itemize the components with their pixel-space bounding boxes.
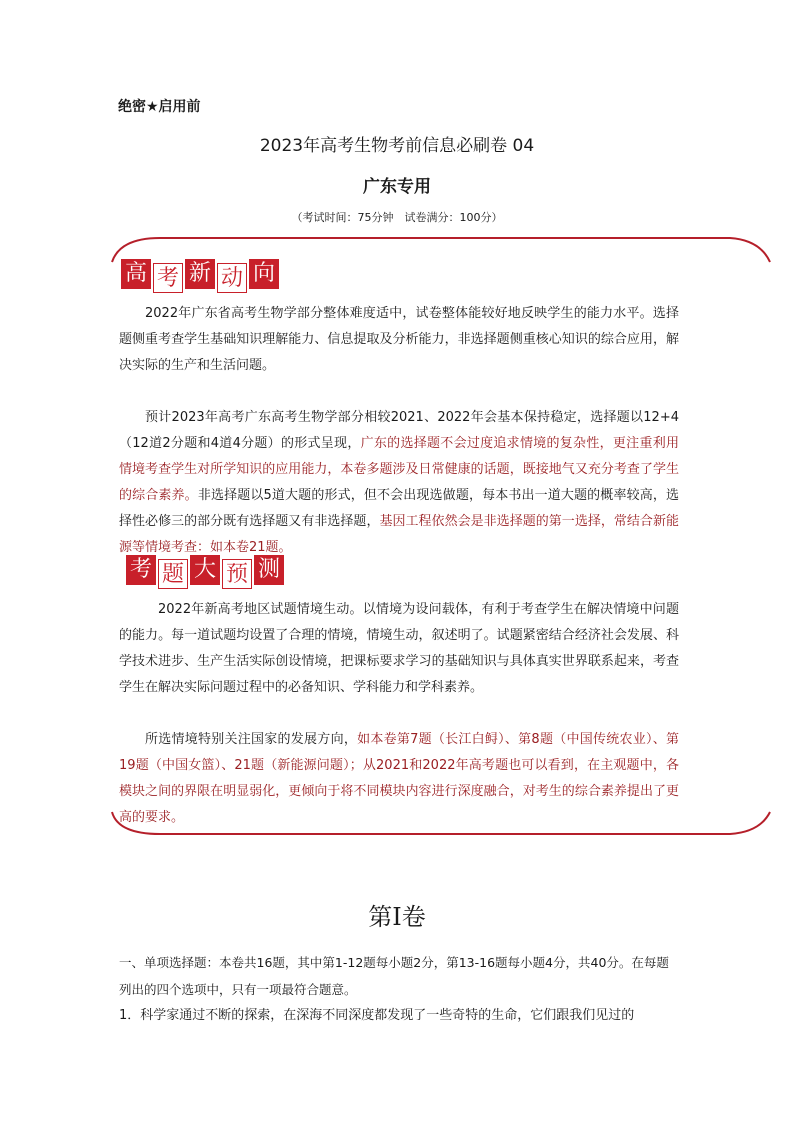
banner-exam-forecast: [126, 555, 284, 585]
forecast-paragraph-1: 2022年新高考地区试题情境生动。以情境为设问载体，有利于考查学生在解决情境中问题的能力。每一道试题均设置了合理的情境，情境生动，叙述明了。试题紧密结合经济社会发展、科学技术进步、生产生活实际创设情境，把课标要求学习的基础知识与具体真实世界联系起来，考查学生在解决实际问题过程中的必备知识、学科能力和学科素养。: [119, 602, 679, 695]
secret-label: 绝密★启用前: [118, 99, 201, 115]
banner-char: 题: [158, 559, 188, 589]
text-run: 所选情境特别关注国家的发展方向，: [145, 732, 358, 747]
page-subtitle: 广东专用: [363, 177, 431, 197]
banner-char: 考: [126, 555, 156, 585]
banner-char: 测: [254, 555, 284, 585]
section-instructions: 一、单项选择题：本卷共16题，其中第1-12题每小题2分，第13-16题每小题4分，共40分。在每题列出的四个选项中，只有一项最符合题意。: [119, 955, 669, 997]
page-title: 2023年高考生物考前信息必刷卷 04: [259, 136, 535, 156]
exam-info: （考试时间：75分钟 试卷满分：100分）: [291, 211, 503, 224]
highlight-text: 广东的选择题不会过度追求情境的复杂性，更注重利用情境考查学生对所学知识的应用能力，本卷多题涉及日常健康的话题，既接地气又充分考查了学生的综合素养。: [119, 436, 679, 503]
banner-char: 大: [190, 555, 220, 585]
highlight-text: 基因工程依然会是非选择题的第一选择，常结合新能源等情境考查：如本卷21题。: [119, 514, 679, 555]
question-1-text: 1．科学家通过不断的探索，在深海不同深度都发现了一些奇特的生命，它们跟我们见过的: [119, 1008, 635, 1023]
banner-char: 高: [121, 259, 151, 289]
banner-char: 预: [222, 559, 252, 589]
forecast-paragraph-2: [119, 727, 679, 831]
banner-char: 新: [185, 259, 215, 289]
trends-paragraph-1: 2022年广东省高考生物学部分整体难度适中，试卷整体能较好地反映学生的能力水平。选择题侧重考查学生基础知识理解能力、信息提取及分析能力，非选择题侧重核心知识的综合应用，解决实际的生产和生活问题。: [119, 306, 679, 373]
text-run: 预计2023年高考广东高考生物学部分相较2021、2022年会基本保持稳定，选择题以12+4（12道2分题和4道4分题）的形式呈现，: [119, 410, 679, 451]
trends-paragraph-2: [119, 405, 679, 561]
banner-gaokao-trends: [121, 259, 279, 289]
part-heading: 第Ⅰ卷: [368, 903, 426, 931]
banner-char: 向: [249, 259, 279, 289]
highlight-text: 如本卷第7题（长江白鲟）、第8题（中国传统农业）、第19题（中国女篮）、21题（新能源问题）；从2021和2022年高考题也可以看到，在主观题中，各模块之间的界限在明显弱化，更倾向于将不同模块内容进行深度融合，对考生的综合素养提出了更高的要求。: [119, 732, 679, 825]
banner-char: 动: [217, 263, 247, 293]
banner-char: 考: [153, 263, 183, 293]
text-run: 非选择题以5道大题的形式，但不会出现选做题，每本书出一道大题的概率较高，选择性必修三的部分既有选择题又有非选择题，: [119, 488, 679, 529]
